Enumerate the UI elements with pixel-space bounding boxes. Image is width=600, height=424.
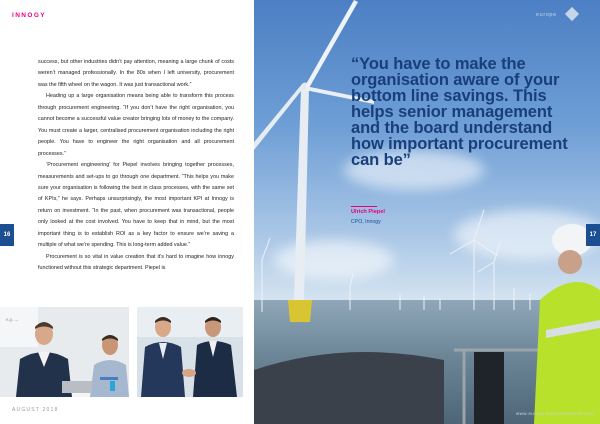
paragraph: Procurement is so vital in value creation that it’s hard to imagine how innogy functioned without this strategic department. Piepel is — [38, 253, 234, 272]
article-body — [38, 57, 234, 275]
page-number-right: 17 — [586, 224, 600, 246]
svg-text:e.g. ...: e.g. ... — [6, 318, 19, 323]
author-divider — [351, 206, 377, 207]
photo-handshake — [137, 307, 243, 397]
website-url: www.europe-businessreview.com — [516, 411, 595, 416]
left-page — [0, 0, 254, 424]
photo-meeting-desk-art — [0, 307, 129, 397]
quote-author-name: Ulrich Piepel — [351, 209, 385, 215]
magazine-logo: europe — [536, 12, 557, 18]
page-number-left: 16 — [0, 224, 14, 246]
footer-date: AUGUST 2018 — [12, 407, 59, 413]
paragraph: success, but other industries didn’t pay attention, meaning a large chunk of costs weren’t managed professionally. In the 80s when I left university, procurement was the fifth wheel on the wagon. It was just transactional work.” — [38, 59, 234, 88]
brand-label: INNOGY — [12, 12, 47, 19]
photo-handshake-art — [137, 307, 243, 397]
pull-quote: “You have to make the organisation aware of your bottom line savings. This helps senior management and the board understand how important procurement can be” — [351, 55, 568, 169]
photo-meeting-desk — [0, 307, 129, 397]
quote-author-role: CPO, Innogy — [351, 219, 381, 225]
paragraph: Heading up a large organisation means being able to transform this process through procurement engineering. “If you don’t have the right organisation, you cannot become a successful value creator bringing lots of money to the company. You must create a larger, centralised procurement organisation including the right people. You have to engineer the right organisation and all procurement processes.” — [38, 93, 234, 157]
paragraph: ‘Procurement engineering’ for Piepel involves bringing together processes, measurements and set-ups to go through one department. “This helps you make sure your organisation is following the best in class processes, with the same set of KPIs,” he says. Perhaps unsurprisingly, the most important KPI at Innogy is return on investment. “In the past, when procurement was transactional, people only looked at the cost involved. You have to keep that in mind, but the most important thing is to establish ROI as a key factor to ensure we’re saving a multiple of what we’re spending. This is long-term added value.” — [38, 162, 234, 249]
right-page — [254, 0, 600, 424]
